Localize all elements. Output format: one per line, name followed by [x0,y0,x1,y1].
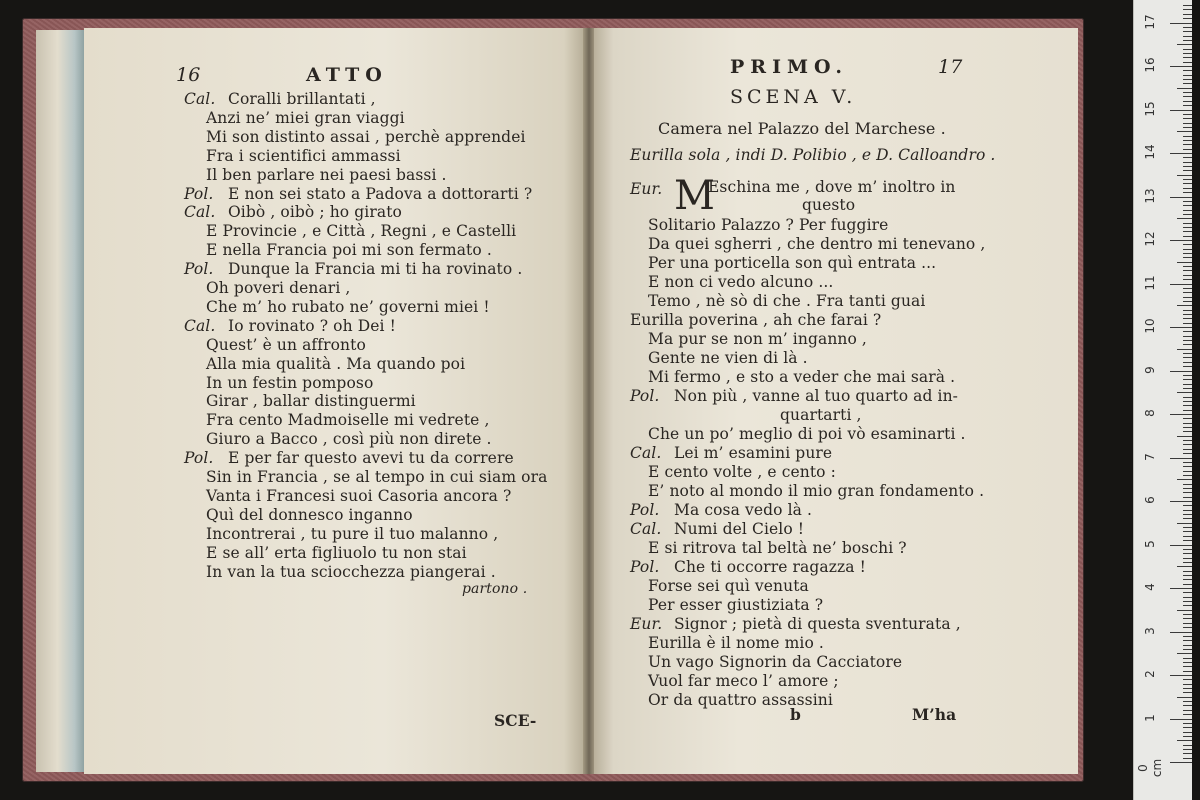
ruler-tick [1183,340,1192,341]
verse-line: Oibò , oibò ; ho girato [228,203,402,222]
verse-line: E si ritrova tal beltà ne’ boschi ? [648,539,907,557]
ruler-tick [1183,527,1192,528]
verse-line: Non più , vanne al tuo quarto ad in- [674,387,959,405]
verse-line: Signor ; pietà di questa sventurata , [674,615,961,633]
ruler-number: 10 [1143,318,1157,334]
ruler-tick [1177,131,1192,132]
ruler-tick [1183,127,1192,128]
verse-line: Il ben parlare nei paesi bassi . [206,165,447,184]
verse-line: Quì del donnesco inganno [206,505,413,524]
verse-line: E cento volte , e cento : [648,463,836,481]
ruler-tick [1183,475,1192,476]
ruler-tick [1170,284,1192,285]
ruler-tick [1183,288,1192,289]
ruler-tick [1183,614,1192,615]
ruler-tick [1170,66,1192,67]
verse-line: Girar , ballar distinguermi [206,392,416,411]
scene-characters: Eurilla sola , indi D. Polibio , e D. Calloandro . [630,146,996,164]
verse-line: Che ti occorre ragazza ! [674,558,866,576]
ruler-tick [1183,375,1192,376]
ruler-tick [1183,684,1192,685]
verse-line: Giuro a Bacco , così più non direte . [206,430,492,449]
page-edges [36,30,84,772]
ruler-tick [1170,588,1192,589]
ruler-tick [1183,627,1192,628]
ruler-tick [1183,536,1192,537]
ruler-tick [1183,618,1192,619]
ruler-tick [1183,466,1192,467]
ruler-tick [1183,249,1192,250]
ruler-tick [1170,110,1192,111]
ruler-number: 8 [1143,409,1157,417]
ruler-tick [1170,458,1192,459]
ruler-tick [1177,697,1192,698]
speaker-label: Cal. [630,444,662,462]
ruler-tick [1177,740,1192,741]
ruler-tick [1177,653,1192,654]
ruler-tick [1183,292,1192,293]
verse-line: Sin in Francia , se al tempo in cui siam ora [206,468,548,486]
ruler-tick [1183,423,1192,424]
ruler-tick [1183,214,1192,215]
verse-line: Che un po’ meglio di poi vò esaminarti . [648,425,966,443]
ruler-number: 12 [1143,231,1157,247]
ruler-tick [1170,675,1192,676]
verse-line: Or da quattro assassini [648,691,833,709]
ruler-tick [1183,571,1192,572]
ruler-number: 5 [1143,539,1157,548]
ruler-number: 6 [1143,496,1157,504]
ruler-tick [1183,31,1192,32]
ruler-tick [1170,414,1192,415]
verse-line: Da quei sgherri , che dentro mi tenevano , [648,235,986,253]
verse-line: Gente ne vien di là . [648,349,808,367]
left-page [84,28,584,774]
ruler-tick [1183,118,1192,119]
ruler-tick [1183,223,1192,224]
ruler-tick [1183,149,1192,150]
ruler-tick [1183,201,1192,202]
ruler-tick [1183,357,1192,358]
ruler-tick [1183,649,1192,650]
ruler-tick [1183,662,1192,663]
ruler-number: 9 [1143,365,1157,374]
ruler-tick [1183,170,1192,171]
ruler-tick [1183,562,1192,563]
ruler-tick [1177,479,1192,480]
ruler-tick [1183,210,1192,211]
verse-line: Eurilla poverina , ah che farai ? [630,311,882,329]
verse-line: E non sei stato a Padova a dottorarti ? [228,184,533,203]
ruler-tick [1183,366,1192,367]
ruler-tick [1183,592,1192,593]
right-page-number: 17 [938,56,963,78]
verse-line: E Provincie , e Città , Regni , e Castelli [206,222,517,241]
ruler-tick [1183,401,1192,402]
ruler-tick [1183,405,1192,406]
ruler-tick [1183,601,1192,602]
speaker-label: Pol. [184,260,214,279]
verse-line: E per far questo avevi tu da correre [228,449,514,468]
ruler-tick [1183,162,1192,163]
verse-line: quartarti , [780,406,862,424]
left-catchword: SCE- [494,711,537,730]
ruler-tick [1183,57,1192,58]
ruler-tick [1183,549,1192,550]
verse-line: E non ci vedo alcuno ... [648,273,834,291]
verse-line: Che m’ ho rubato ne’ governi miei ! [206,297,490,316]
ruler-tick [1183,205,1192,206]
verse-line: Lei m’ esamini pure [674,444,833,462]
speaker-label: Pol. [630,558,660,576]
verse-line: Io rovinato ? oh Dei ! [228,316,396,335]
ruler-tick [1183,75,1192,76]
ruler-number: 11 [1143,274,1157,291]
ruler-tick [1183,5,1192,6]
ruler-number: 4 [1143,583,1157,591]
ruler-tick [1183,666,1192,667]
ruler-tick [1183,471,1192,472]
ruler-tick [1183,453,1192,454]
scene-setting: Camera nel Palazzo del Marchese . [658,119,946,138]
ruler-tick [1183,140,1192,141]
ruler-tick [1177,349,1192,350]
right-catchword: M’ha [912,705,957,724]
ruler-tick [1183,253,1192,254]
ruler-tick [1183,679,1192,680]
ruler-tick [1183,597,1192,598]
ruler-tick [1183,323,1192,324]
ruler-tick [1170,327,1192,328]
verse-line: E nella Francia poi mi son fermato . [206,241,492,260]
ruler-tick [1170,153,1192,154]
verse-line: Oh poveri denari , [206,279,351,297]
ruler-tick [1177,44,1192,45]
verse-line: Eurilla è il nome mio . [648,634,824,652]
ruler-tick [1183,427,1192,428]
verse-line: Forse sei quì venuta [648,577,809,595]
ruler-tick [1183,410,1192,411]
ruler-tick [1183,745,1192,746]
speaker-label: Pol. [630,387,660,405]
ruler-tick [1183,658,1192,659]
ruler-tick [1177,392,1192,393]
ruler-tick [1183,362,1192,363]
ruler-tick [1177,88,1192,89]
ruler-tick [1183,188,1192,189]
ruler-tick [1183,244,1192,245]
ruler-tick [1183,388,1192,389]
ruler-tick [1177,523,1192,524]
ruler-tick [1183,518,1192,519]
ruler-tick [1170,197,1192,198]
ruler-tick [1183,166,1192,167]
ruler-tick [1183,758,1192,759]
scene-title: SCENA V. [730,86,857,108]
verse-line: Ma cosa vedo là . [674,501,813,519]
ruler-tick [1183,492,1192,493]
verse-line: In van la tua sciocchezza piangerai . [206,562,496,581]
ruler-tick [1183,710,1192,711]
ruler-tick [1183,318,1192,319]
ruler-tick [1183,49,1192,50]
ruler-tick [1183,692,1192,693]
verse-line: Fra i scientifici ammassi [206,146,401,165]
ruler-tick [1183,92,1192,93]
first-verse-line: Eschina me , dove m’ inoltro in [708,178,956,196]
ruler-tick [1183,62,1192,63]
ruler-tick [1183,96,1192,97]
ruler-tick [1183,275,1192,276]
ruler-tick [1183,714,1192,715]
ruler-tick [1183,384,1192,385]
verse-line: E se all’ erta figliuolo tu non stai [206,543,467,562]
ruler-tick [1183,379,1192,380]
ruler-tick [1183,688,1192,689]
ruler-number: 16 [1143,57,1157,73]
ruler-tick [1183,431,1192,432]
verse-line: Solitario Palazzo ? Per fuggire [648,216,889,234]
verse-line: Alla mia qualità . Ma quando poi [206,354,466,373]
ruler-tick [1183,584,1192,585]
ruler-tick [1183,579,1192,580]
ruler-tick [1183,79,1192,80]
ruler-number: 3 [1143,626,1157,635]
ruler-tick [1183,266,1192,267]
speaker-label: Cal. [184,90,216,108]
speaker-label: Cal. [630,520,662,538]
ruler-tick [1183,83,1192,84]
ruler-tick [1183,510,1192,511]
ruler-tick [1183,136,1192,137]
verse-line: Fra cento Madmoiselle mi vedrete , [206,411,490,430]
ruler-tick [1170,632,1192,633]
ruler-tick [1183,236,1192,237]
ruler-tick [1177,305,1192,306]
verse-line: Per esser giustiziata ? [648,596,824,614]
ruler-tick [1183,53,1192,54]
verse-line: E’ noto al mondo il mio gran fondamento . [648,482,985,500]
speaker-label: Pol. [630,501,660,519]
ruler-tick [1170,240,1192,241]
verse-line: Vuol far meco l’ amore ; [648,672,839,690]
ruler-tick [1183,270,1192,271]
ruler-number: 7 [1143,452,1157,461]
ruler-tick [1177,610,1192,611]
verse-line: In un festin pomposo [206,373,374,392]
ruler-tick [1170,762,1192,763]
ruler-tick [1183,179,1192,180]
verse-line: Incontrerai , tu pure il tuo malanno , [206,524,499,543]
ruler-tick [1183,723,1192,724]
ruler-tick [1183,636,1192,637]
ruler-tick [1183,144,1192,145]
ruler-tick [1183,623,1192,624]
exit-direction: partono . [462,581,528,597]
speaker-label: Eur. [630,615,663,633]
drop-cap: M [674,173,715,219]
ruler-tick [1183,462,1192,463]
ruler-tick [1183,575,1192,576]
ruler-tick [1183,331,1192,332]
ruler-tick [1183,397,1192,398]
ruler-tick [1183,297,1192,298]
ruler-tick [1183,70,1192,71]
ruler-tick [1183,749,1192,750]
ruler-tick [1183,336,1192,337]
ruler-tick [1183,732,1192,733]
ruler-tick [1183,344,1192,345]
ruler-tick [1183,157,1192,158]
ruler-tick [1183,488,1192,489]
left-page-number: 16 [176,64,201,86]
ruler-tick [1183,353,1192,354]
ruler-tick [1183,540,1192,541]
verse-line: Quest’ è un affronto [206,335,366,354]
ruler-tick [1183,753,1192,754]
right-page [594,28,1078,774]
verse-line: Dunque la Francia mi ti ha rovinato . [228,260,523,279]
ruler-tick [1183,227,1192,228]
first-verse-continuation: questo [802,196,856,214]
ruler-tick [1170,545,1192,546]
ruler-tick [1183,40,1192,41]
speaker-label: Pol. [184,449,214,468]
measuring-ruler [1133,0,1192,800]
ruler-tick [1170,719,1192,720]
ruler-tick [1177,436,1192,437]
verse-line: Ma pur se non m’ inganno , [648,330,867,348]
ruler-tick [1177,175,1192,176]
ruler-number: 2 [1143,670,1157,678]
verse-line: Temo , nè sò di che . Fra tanti guai [648,292,926,310]
ruler-tick [1183,14,1192,15]
ruler-tick [1177,262,1192,263]
ruler-tick [1183,645,1192,646]
ruler-tick [1183,440,1192,441]
ruler-tick [1183,301,1192,302]
ruler-tick [1183,192,1192,193]
ruler-tick [1183,231,1192,232]
ruler-tick [1170,23,1192,24]
verse-line: Per una porticella son quì entrata ... [648,254,937,272]
ruler-tick [1183,514,1192,515]
ruler-tick [1183,484,1192,485]
ruler-tick [1183,640,1192,641]
ruler-tick [1177,218,1192,219]
ruler-tick [1183,18,1192,19]
ruler-tick [1183,123,1192,124]
speaker-label: Cal. [184,316,216,335]
ruler-tick [1170,371,1192,372]
ruler-tick [1183,705,1192,706]
ruler-tick [1183,671,1192,672]
ruler-tick [1183,36,1192,37]
ruler-tick [1183,605,1192,606]
ruler-number: 13 [1143,187,1157,204]
ruler-tick [1183,314,1192,315]
left-running-head: ATTO [306,64,388,86]
ruler-number: 17 [1143,13,1157,30]
ruler-number: 15 [1143,100,1157,117]
ruler-number: 14 [1143,144,1157,160]
ruler-tick [1183,701,1192,702]
ruler-number: 1 [1143,713,1157,722]
speaker-label: Pol. [184,184,214,203]
verse-line: Coralli brillantati , [228,90,376,108]
ruler-tick [1183,449,1192,450]
ruler-tick [1183,444,1192,445]
ruler-tick [1183,101,1192,102]
ruler-tick [1183,183,1192,184]
ruler-tick [1183,27,1192,28]
ruler-tick [1183,279,1192,280]
speaker-label: Cal. [184,203,216,222]
ruler-tick [1183,553,1192,554]
ruler-tick [1183,9,1192,10]
ruler-tick [1183,114,1192,115]
verse-line: Numi del Cielo ! [674,520,805,538]
ruler-tick [1183,531,1192,532]
ruler-tick [1183,727,1192,728]
ruler-tick [1183,736,1192,737]
signature-mark: b [790,705,801,724]
ruler-tick [1177,566,1192,567]
ruler-tick [1183,558,1192,559]
ruler-number: 0 cm [1136,758,1164,778]
verse-line: Mi fermo , e sto a veder che mai sarà . [648,368,956,386]
verse-line: Un vago Signorin da Cacciatore [648,653,903,671]
ruler-tick [1183,105,1192,106]
verse-line: Mi son distinto assai , perchè apprendei [206,127,526,146]
verse-line: Anzi ne’ miei gran viaggi [206,108,405,127]
verse-line: Vanta i Francesi suoi Casoria ancora ? [206,486,512,505]
speaker-label: Eur. [630,180,663,198]
ruler-tick [1183,310,1192,311]
ruler-tick [1183,505,1192,506]
right-running-head: PRIMO. [730,56,849,78]
ruler-tick [1183,418,1192,419]
ruler-tick [1183,497,1192,498]
ruler-tick [1170,501,1192,502]
ruler-tick [1183,257,1192,258]
